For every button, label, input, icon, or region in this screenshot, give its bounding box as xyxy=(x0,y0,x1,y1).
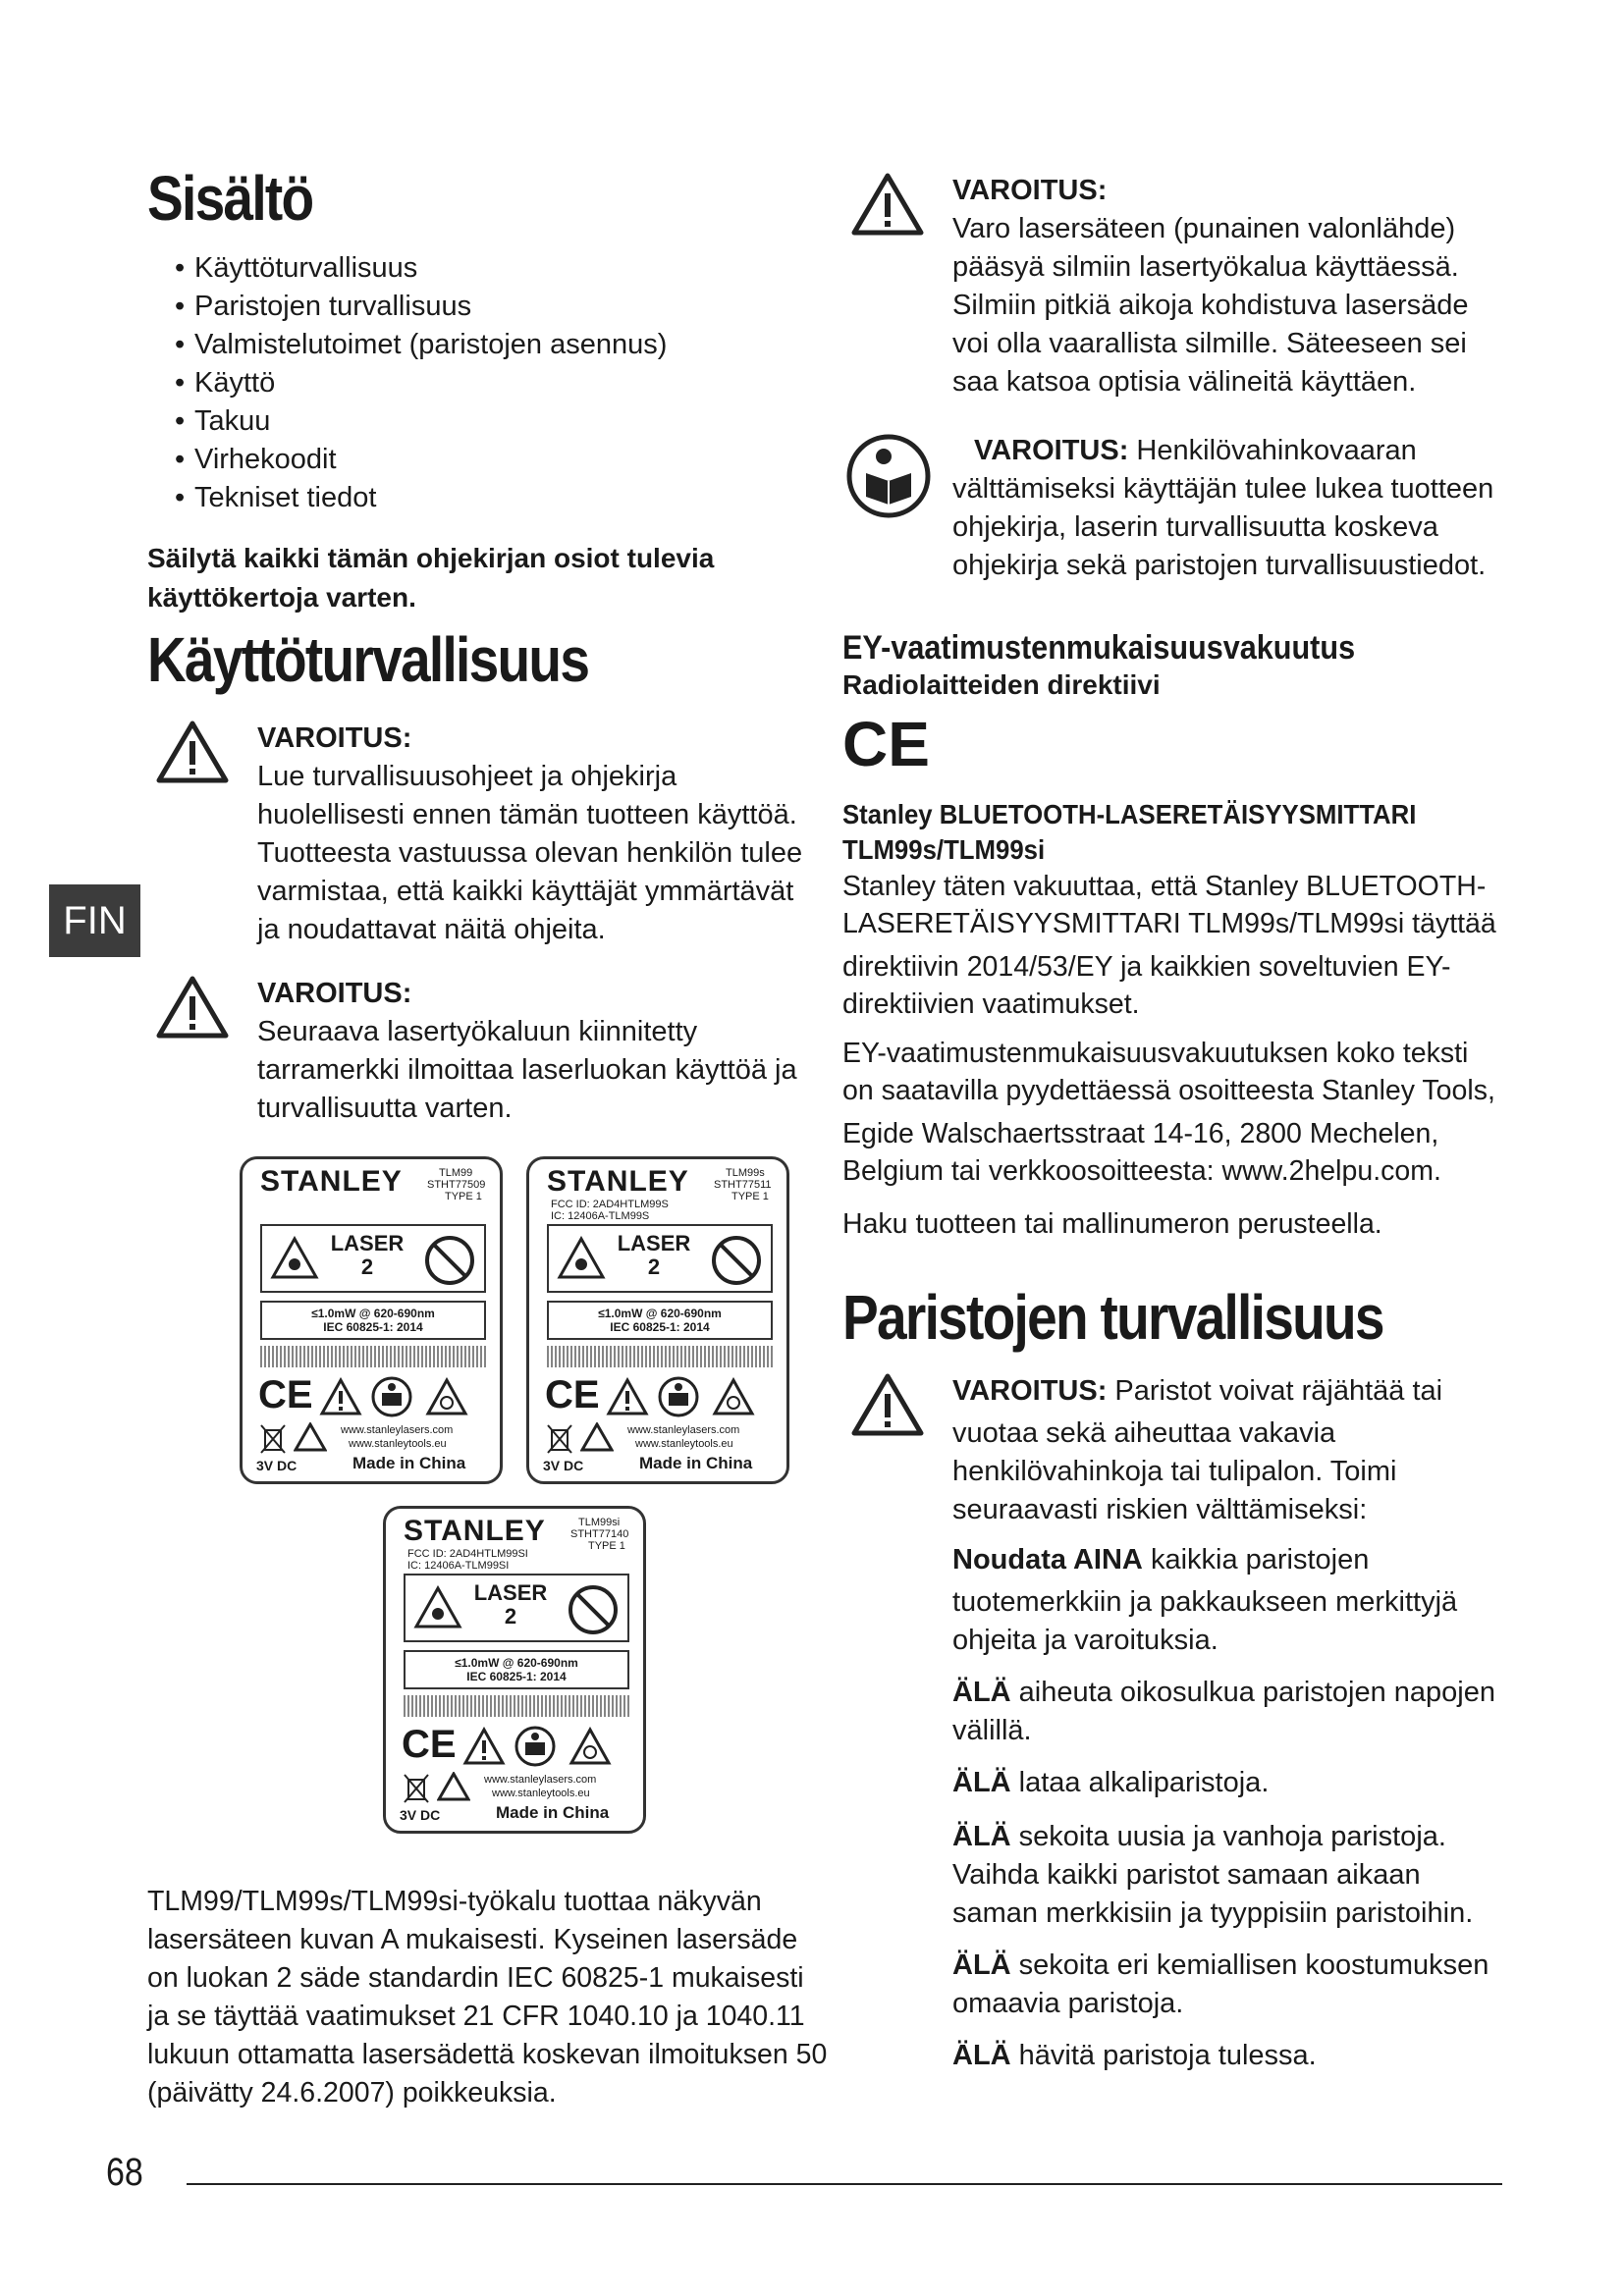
battery-rule-always: Noudata AINA kaikkia paristojen xyxy=(952,1544,1370,1575)
read-manual-icon xyxy=(370,1375,413,1418)
ce-mark-icon: CE xyxy=(545,1373,600,1416)
warning-laser-eyes: VAROITUS: Varo lasersäteen (punainen valonlähde) pääsyä silmiin lasertyökalua käyttäessä. Silmiin pitkiä aikoja kohdistuva lasersäde voi olla vaarallista silmille. Säteeseen sei saa katsoa optisia välineitä käyttäen. xyxy=(842,172,1510,407)
fine-print-bar xyxy=(404,1695,629,1717)
laser-label-tlm99: STANLEY TLM99 STHT77509 TYPE 1 LASER 2 ≤1.0mW @ 620-690nm IEC 60825-1: 2014 CE www.stanleylasers.com www.stanleytools.eu 3V DC Made in China xyxy=(240,1156,503,1484)
laser-description: TLM99/TLM99s/TLM99si-työkalu tuottaa näkyvän lasersäteen kuvan A mukaisesti. Kyseinen lasersäde on luokan 2 säde standardin IEC 60825-1 mukaisesti ja se täyttää vaatimukset 21 CFR 1040.10 ja 1040.11 lukuun ottamatta lasersädettä koskevan ilmoituksen 50 (päivätty 24.6.2007) poikkeuksia. xyxy=(147,1886,828,2109)
weee-bin-icon xyxy=(547,1424,572,1454)
warning-read-manual: VAROITUS: Henkilövahinkovaaran välttämiseksi käyttäjän tulee lukea tuotteen ohjekirja, laserin turvallisuutta koskeva ohjekirja sekä paristojen turvallisuustiedot. xyxy=(842,432,1510,599)
footer-rule xyxy=(187,2183,1502,2185)
laser-warning-icon xyxy=(413,1585,462,1630)
battery-title: Paristojen turvallisuus xyxy=(842,1282,1383,1353)
keep-note: Säilytä kaikki tämän ohjekirjan osiot tulevia käyttökertoja varten. xyxy=(147,543,715,613)
battery-warning-icon xyxy=(425,1377,468,1416)
laser-warning-icon xyxy=(270,1236,319,1281)
weee-bin-icon xyxy=(404,1774,429,1803)
ce-mark-icon: CE xyxy=(402,1723,457,1766)
list-item: • Virhekoodit xyxy=(175,441,835,479)
list-item: • Valmistelutoimet (paristojen asennus) xyxy=(175,326,835,364)
ce-paragraph-1: Stanley täten vakuuttaa, että Stanley BLUETOOTH- LASERETÄISYYSMITTARI TLM99s/TLM99si täyttää direktiivin 2014/53/EY ja kaikkien soveltuvien EY- direktiivien vaatimukset. xyxy=(842,871,1496,1020)
language-tab: FIN xyxy=(49,884,140,957)
ce-title: EY-vaatimustenmukaisuusvakuutus xyxy=(842,629,1356,667)
battery-warning: VAROITUS: Paristot voivat räjähtää tai vuotaa sekä aiheuttaa vakavia henkilövahinkoja tai tulipalon. Toimi seuraavasti riskien välttämiseksi: Noudata AINA kaikkia paristojen tuotemerkkiin ja pakkaukseen merkittyjä ohjeita ja varoituksia. ÄLÄ aiheuta oikosulkua paristojen napojen välillä. ÄLÄ lataa alkaliparistoja. ÄLÄ sekoita uusia ja vanhoja paristoja. Vaihda kaikki paristot samaan aikaan saman merkkisiin ja tyyppisiin paristoihin. ÄLÄ sekoita eri kemiallisen koostumuksen omaavia paristoja. ÄLÄ hävitä paristoja tulessa. xyxy=(842,1372,1520,2079)
ce-declaration xyxy=(842,628,1510,1244)
page-number: 68 xyxy=(106,2151,143,2194)
list-item: • Käyttöturvallisuus xyxy=(175,249,835,288)
no-stare-icon xyxy=(710,1234,763,1287)
warning-icon xyxy=(437,1772,470,1801)
battery-rule-2: ÄLÄ lataa alkaliparistoja. xyxy=(952,1767,1270,1798)
warning-triangle-icon xyxy=(155,720,230,784)
list-item: • Käyttö xyxy=(175,364,835,402)
laser-label-tlm99si: STANLEY TLM99si STHT77140 TYPE 1 FCC ID: 2AD4HTLM99SI IC: 12406A-TLM99SI LASER 2 ≤1.0mW @ 620-690nm IEC 60825-1: 2014 CE www.stanleylasers.com www.stanleytools.eu 3V DC Made in China xyxy=(383,1506,646,1834)
spec-box: ≤1.0mW @ 620-690nm IEC 60825-1: 2014 xyxy=(260,1301,486,1340)
warning-icon xyxy=(462,1727,506,1766)
battery-rule-3: ÄLÄ sekoita uusia ja vanhoja paristoja. xyxy=(952,1821,1446,1852)
warning-icon xyxy=(606,1377,649,1416)
warning-triangle-icon xyxy=(850,172,925,237)
laser-class-box: LASER 2 xyxy=(547,1224,773,1293)
product-name: Stanley BLUETOOTH-LASERETÄISYYSMITTARI TLM99s/TLM99si xyxy=(842,799,1417,865)
warning-general: VAROITUS: Lue turvallisuusohjeet ja ohjekirja huolellisesti ennen tämän tuotteen käyttöä. Tuotteesta vastuussa olevan henkilön tulee varmistaa, että kaikki käyttäjät ymmärtävät ja noudattavat näitä ohjeita. xyxy=(147,720,815,955)
no-stare-icon xyxy=(567,1583,620,1636)
laser-label-tlm99s: STANLEY TLM99s STHT77511 TYPE 1 FCC ID: 2AD4HTLM99S IC: 12406A-TLM99S LASER 2 ≤1.0mW @ 620-690nm IEC 60825-1: 2014 CE www.stanleylasers.com www.stanleytools.eu 3V DC Made in China xyxy=(526,1156,789,1484)
battery-section xyxy=(842,1282,1530,1353)
fine-print-bar xyxy=(260,1346,486,1367)
warning-icon xyxy=(580,1422,614,1452)
ce-paragraph-2: EY-vaatimustenmukaisuusvakuutuksen koko teksti on saatavilla pyydettäessä osoitteesta Stanley Tools, Egide Walschaertsstraat 14-16, 2800 Mechelen, Belgium tai verkkoosoitteesta: www.2helpu.com. xyxy=(842,1038,1495,1187)
list-item: • Takuu xyxy=(175,402,835,441)
contents-section xyxy=(147,163,835,617)
warning-triangle-icon xyxy=(155,975,230,1040)
safety-section xyxy=(147,624,835,695)
list-item: • Paristojen turvallisuus xyxy=(175,288,835,326)
weee-bin-icon xyxy=(260,1424,286,1454)
ce-mark-icon: CE xyxy=(842,709,930,779)
warning-icon xyxy=(319,1377,362,1416)
no-stare-icon xyxy=(423,1234,476,1287)
safety-title: Käyttöturvallisuus xyxy=(147,624,589,695)
fine-print-bar xyxy=(547,1346,773,1367)
contents-list xyxy=(175,249,835,517)
read-manual-icon xyxy=(844,432,933,520)
battery-warning-icon xyxy=(712,1377,755,1416)
ce-mark-icon: CE xyxy=(258,1373,313,1416)
battery-rule-5: ÄLÄ hävitä paristoja tulessa. xyxy=(952,2040,1317,2071)
laser-class-box: LASER 2 xyxy=(260,1224,486,1293)
laser-class-box: LASER 2 xyxy=(404,1574,629,1642)
spec-box: ≤1.0mW @ 620-690nm IEC 60825-1: 2014 xyxy=(547,1301,773,1340)
warning-triangle-icon xyxy=(850,1372,925,1437)
battery-warning-icon xyxy=(568,1727,612,1766)
warning-label-info: VAROITUS: Seuraava lasertyökaluun kiinnitetty tarramerkki ilmoittaa laserluokan käyttöä ja turvallisuutta varten. xyxy=(147,975,815,1132)
spec-box: ≤1.0mW @ 620-690nm IEC 60825-1: 2014 xyxy=(404,1650,629,1689)
ce-subtitle: Radiolaitteiden direktiivi xyxy=(842,669,1161,700)
contents-title: Sisältö xyxy=(147,163,313,234)
laser-warning-icon xyxy=(557,1236,606,1281)
warning-icon xyxy=(294,1422,327,1452)
read-manual-icon xyxy=(657,1375,700,1418)
battery-rule-4: ÄLÄ sekoita eri kemiallisen koostumuksen xyxy=(952,1949,1489,1981)
ce-paragraph-3: Haku tuotteen tai mallinumeron perusteella. xyxy=(842,1208,1382,1240)
read-manual-icon xyxy=(514,1725,557,1768)
list-item: • Tekniset tiedot xyxy=(175,479,835,517)
battery-rule-1: ÄLÄ aiheuta oikosulkua paristojen napojen xyxy=(952,1677,1495,1708)
